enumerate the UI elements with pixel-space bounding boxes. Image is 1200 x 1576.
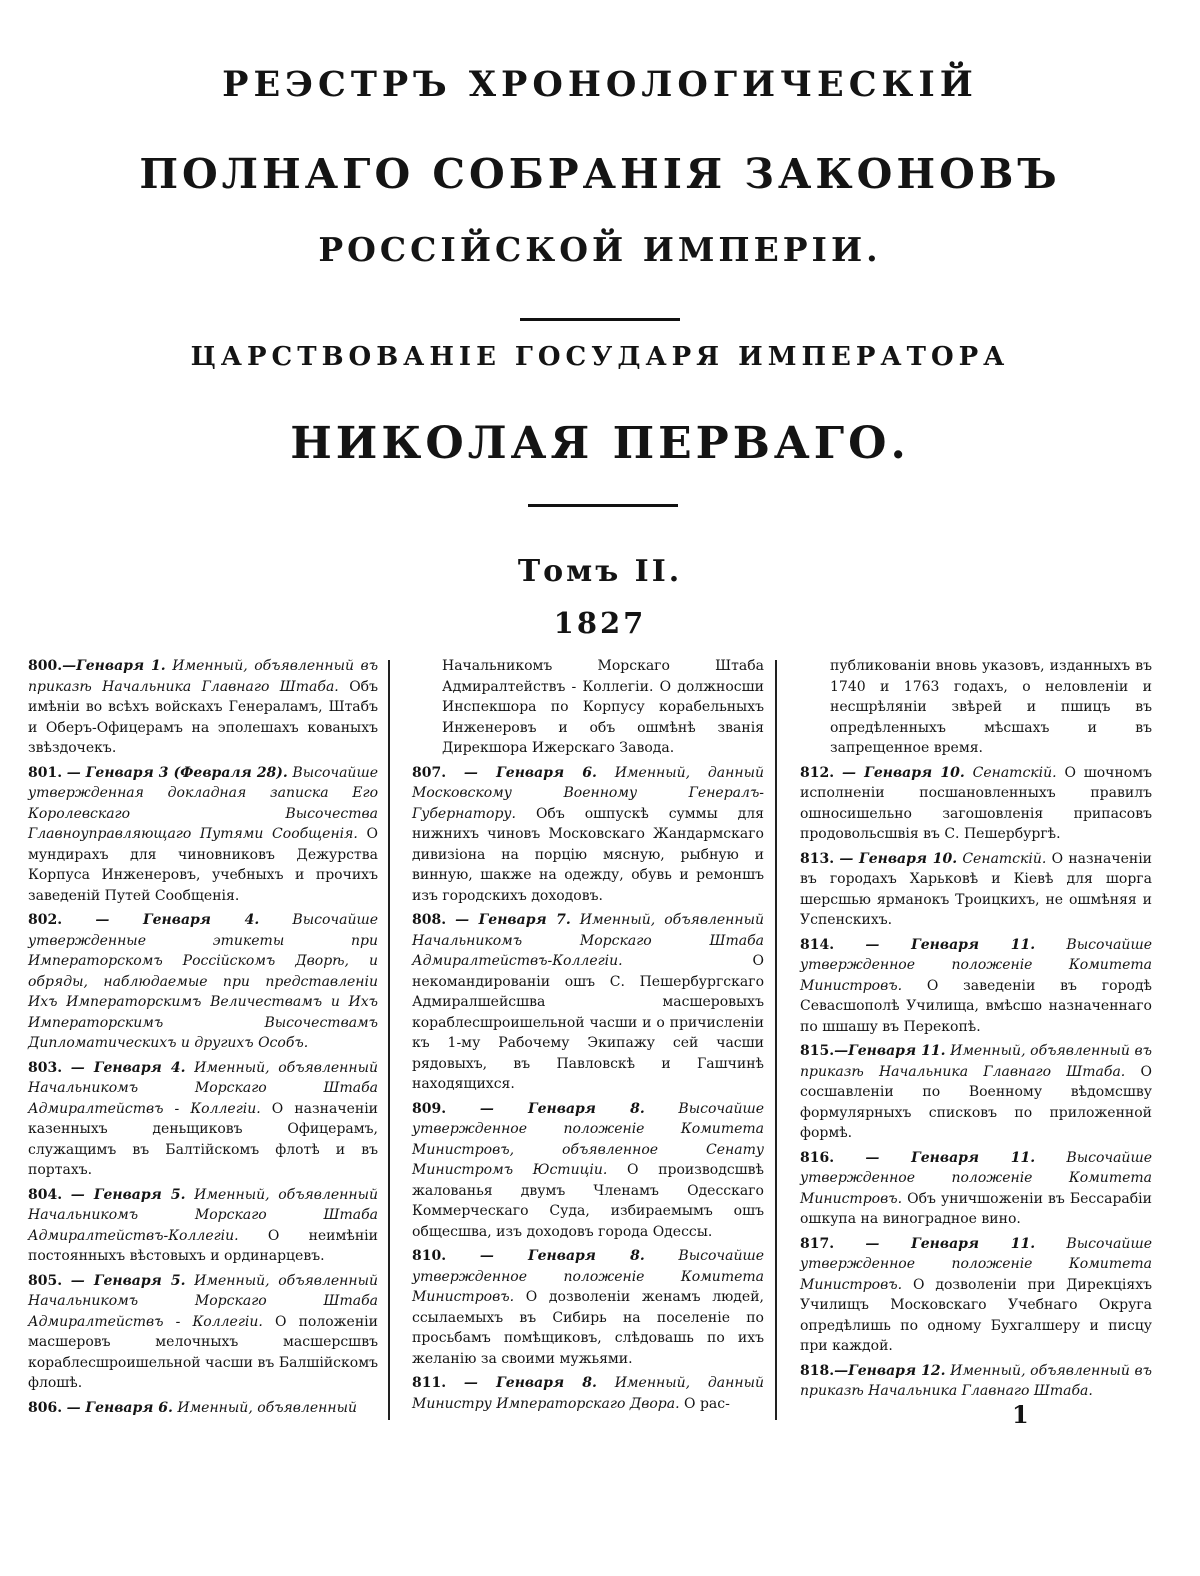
column-2	[412, 656, 764, 1418]
entry-806-continued: Начальникомъ Морскаго Штаба Адмиралтействъ - Коллегіи. О должносши Инспекшора по Корпусу корабельныхъ Инженеровъ и объ ошмѣнѣ званія Дирекшора Ижерскаго Завода.	[442, 658, 764, 756]
entry-817: 817. — Генваря 11. Высочайше утвержденное положеніе Комитета Министровъ. О дозволеніи при Дирекціяхъ Училищъ Московскаго Учебнаго Округа опредѣлишь по одному Бухгалшеру и писцу при каждой.	[800, 1235, 1153, 1354]
entry-809: 809. — Генваря 8. Высочайше утвержденное положеніе Комитета Министровъ, объявленное Сенату Министромъ Юстиціи. О производсшвѣ жалованья двумъ Членамъ Одесскаго Коммерческаго Суда, избираемымъ ошъ общесшва, изъ доходовъ города Одессы.	[412, 1100, 765, 1240]
entry-800: 800.—Генваря 1. Именный, объявленный въ приказѣ Начальника Главнаго Штаба. Объ имѣніи во всѣхъ войскахъ Генераламъ, Штабъ и Оберъ-Офицерамъ на эполешахъ кованыхъ звѣздочекъ.	[28, 658, 379, 756]
divider-rule	[528, 504, 678, 507]
entry-811: 811. — Генваря 8. Именный, данный Министру Императорскаго Двора. О рас-	[412, 1375, 765, 1412]
page-number: 1	[1012, 1400, 1029, 1429]
title-line-registry: РЕЭСТРЪ ХРОНОЛОГИЧЕСКІЙ	[222, 64, 978, 105]
title-line-empire: РОССІЙСКОЙ ИМПЕРІИ.	[318, 230, 882, 269]
entry-813: 813. — Генваря 10. Сенатскій. О назначеніи въ городахъ Харьковѣ и Кіевѣ для шорга шерсшью ярманокъ Троицкихъ, не ошмѣняя и Успенскихъ.	[800, 850, 1153, 928]
entry-805: 805. — Генваря 5. Именный, объявленный Начальникомъ Морскаго Штаба Адмиралтействъ - Коллегіи. О положеніи масшеровъ мелочныхъ масшерсшвъ кораблесшроишельной часши въ Балшійскомъ флошѣ.	[28, 1272, 379, 1391]
entry-801: 801. — Генваря 3 (Февраля 28). Высочайше утвержденная докладная записка Его Королевскаго Высочества Главноуправляющаго Путями Сообщенія. О мундирахъ для чиновниковъ Дежурства Корпуса Инженеровъ, учебныхъ и прочихъ заведеній Путей Сообщенія.	[28, 764, 379, 904]
title-line-collection: ПОЛНАГО СОБРАНІЯ ЗАКОНОВЪ	[139, 150, 1061, 198]
entry-803: 803. — Генваря 4. Именный, объявленный Начальникомъ Морскаго Штаба Адмиралтействъ - Коллегіи. О назначеніи казенныхъ деньщиковъ Офицерамъ, служащимъ въ Балтійскомъ флотѣ и въ портахъ.	[28, 1059, 379, 1178]
entry-807: 807. — Генваря 6. Именный, данный Московскому Военному Генералъ-Губернатору. Объ ошпускѣ суммы для нижнихъ чиновъ Московскаго Жандармскаго дивизіона на порцію мясную, рыбную и винную, шакже на одежду, обувь и ремоншъ изъ городскихъ доходовъ.	[412, 764, 765, 904]
year-label: 1827	[553, 606, 647, 640]
entry-802: 802. — Генваря 4. Высочайше утвержденные этикеты при Императорскомъ Россійскомъ Дворѣ, и обряды, наблюдаемые при представленіи Ихъ Императорскимъ Величествамъ и Ихъ Императорскимъ Высочествамъ Дипломатическихъ и другихъ Особъ.	[28, 912, 379, 1051]
title-line-emperor: НИКОЛАЯ ПЕРВАГО.	[290, 418, 910, 469]
entry-812: 812. — Генваря 10. Сенатскій. О шочномъ исполненіи посшановленныхъ правилъ ошносишельно загошовленія припасовъ продовольсшвія въ С. Пешербургѣ.	[800, 764, 1152, 842]
entry-818: 818.—Генваря 12. Именный, объявленный въ приказѣ Начальника Главнаго Штаба.	[800, 1362, 1153, 1399]
divider-rule	[520, 318, 680, 321]
column-1	[28, 656, 378, 1422]
entry-806: 806. — Генваря 6. Именный, объявленный	[28, 1399, 358, 1416]
column-3	[800, 656, 1152, 1406]
column-divider	[388, 660, 390, 1420]
entry-816: 816. — Генваря 11. Высочайше утвержденное положеніе Комитета Министровъ. Объ уничшоженіи въ Бессарабіи ошкупа на виноградное вино.	[800, 1149, 1152, 1227]
entry-804: 804. — Генваря 5. Именный, объявленный Начальникомъ Морскаго Штаба Адмиралтействъ-Коллегіи. О неимѣніи постоянныхъ вѣстовыхъ и ординарцевъ.	[28, 1186, 379, 1264]
volume-label: Томъ II.	[517, 554, 683, 589]
entry-811-continued: публикованіи вновь указовъ, изданныхъ въ 1740 и 1763 годахъ, о неловленіи и несшрѣляніи звѣрей и пшицъ въ опредѣленныхъ мѣсшахъ и въ запрещенное время.	[830, 658, 1152, 756]
column-divider	[775, 660, 777, 1420]
entry-808: 808. — Генваря 7. Именный, объявленный Начальникомъ Морскаго Штаба Адмиралтействъ-Коллегіи. О некомандированіи ошъ С. Пешербургскаго Адмиралшейсшва масшеровыхъ кораблесшроишельной часши и о причисленіи къ 1-му Рабочему Экипажу сей часши рядовыхъ, въ Павловскѣ и Гашчинѣ находящихся.	[412, 912, 765, 1092]
entry-814: 814. — Генваря 11. Высочайше утвержденное положеніе Комитета Министровъ. О заведеніи въ городѣ Севасшополѣ Училища, вмѣсшо назначеннаго по шшашу въ Перекопѣ.	[800, 936, 1153, 1035]
entry-810: 810. — Генваря 8. Высочайше утвержденное положеніе Комитета Министровъ. О дозволеніи женамъ людей, ссылаемыхъ въ Сибирь на поселеніе по просьбамъ помѣщиковъ, слѣдовашь по ихъ желанію за своими мужьями.	[412, 1248, 765, 1367]
title-line-reign: ЦАРСТВОВАНІЕ ГОСУДАРЯ ИМПЕРАТОРА	[190, 342, 1010, 372]
entry-815: 815.—Генваря 11. Именный, объявленный въ приказѣ Начальника Главнаго Штаба. О сосшавленіи по Военному вѣдомсшву формулярныхъ списковъ по приложенной формѣ.	[800, 1043, 1153, 1141]
